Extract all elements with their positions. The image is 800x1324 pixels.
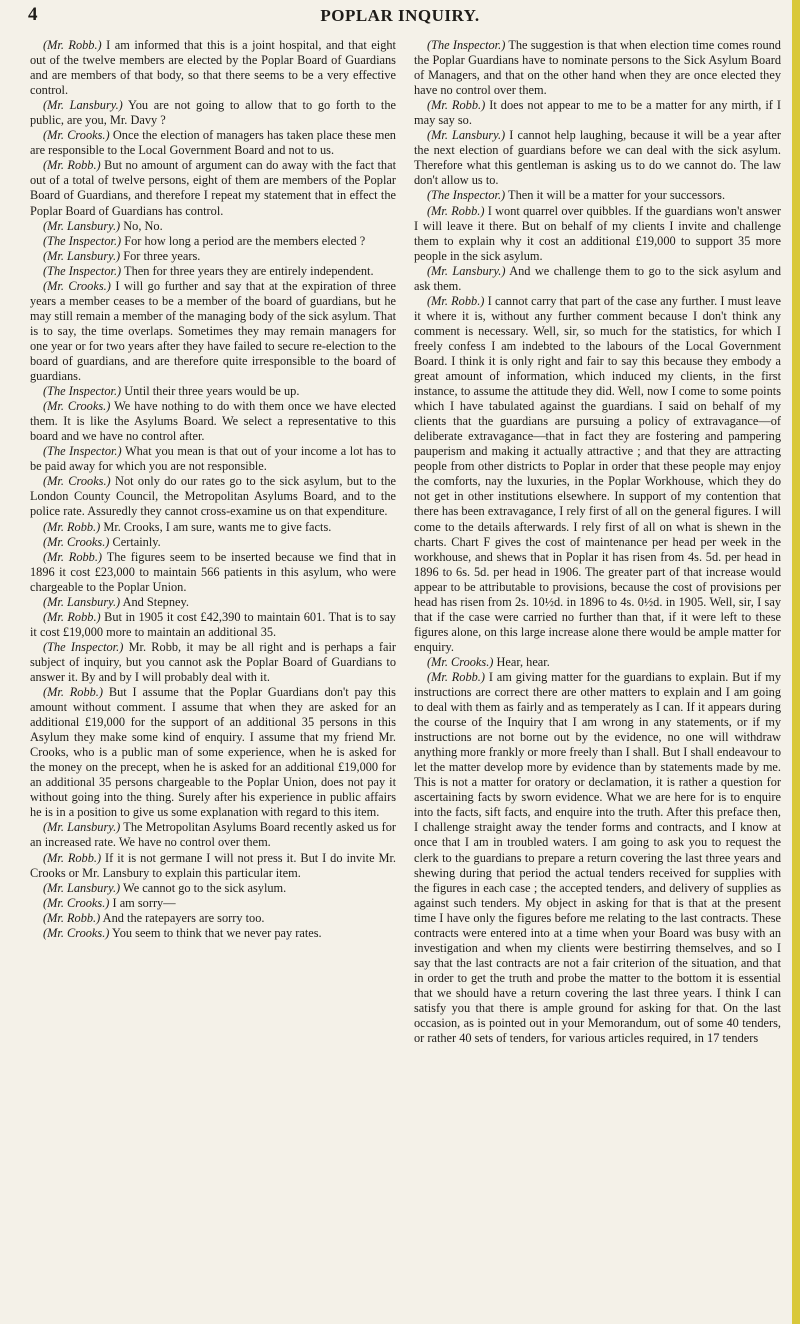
left-column (30, 38, 396, 941)
speech-text: And we challenge them to go to the sick asylum and ask them. (414, 263, 781, 293)
speech-text: Until their three years would be up. (124, 384, 300, 399)
speaker-label: (Mr. Lansbury.) (43, 218, 121, 233)
speech-paragraph (30, 911, 396, 926)
speaker-label: (Mr. Lansbury.) (43, 880, 121, 895)
speech-text: Then it will be a matter for your successors. (508, 188, 726, 203)
speech-paragraph (414, 188, 781, 203)
right-column (414, 38, 781, 1046)
speaker-label: (Mr. Robb.) (427, 203, 485, 218)
speech-text: Mr. Crooks, I am sure, wants me to give facts. (103, 519, 332, 534)
speech-paragraph (30, 384, 396, 399)
speech-paragraph (30, 926, 396, 941)
speech-text: Once the election of managers has taken place these men are responsible to the Local Government Board and not to us. (30, 128, 396, 158)
speaker-label: (Mr. Robb.) (43, 158, 101, 173)
speaker-label: (Mr. Robb.) (427, 98, 486, 113)
speaker-label: (The Inspector.) (427, 38, 506, 52)
speaker-label: (Mr. Crooks.) (43, 278, 111, 293)
speaker-label: (Mr. Robb.) (43, 549, 103, 564)
speech-paragraph (30, 881, 396, 896)
speech-paragraph (30, 128, 396, 158)
speech-text: We cannot go to the sick asylum. (123, 880, 287, 895)
speaker-label: (Mr. Lansbury.) (43, 98, 123, 113)
speaker-label: (The Inspector.) (427, 188, 506, 203)
speaker-label: (The Inspector.) (43, 384, 122, 399)
speech-text: Hear, hear. (496, 654, 550, 669)
speech-paragraph (414, 264, 781, 294)
speech-paragraph (30, 685, 396, 820)
speaker-label: (Mr. Crooks.) (43, 128, 110, 143)
speech-paragraph (30, 535, 396, 550)
speech-text: I am giving matter for the guardians to explain. But if my instructions are correct there are other matters to explain and I am going to deal with them as fairly and as temperately as I can. If it appears during the course of the Inquiry that I am wrong in any statements, or if my instructions are not borne out by the evidence, no one will withdraw anything more frankly or more freely than I shall. But I shall endeavour to let the matter develop more by evidence than by statements made by me. This is not a matter for oratory or declamation, it is rather a question for ascertaining facts by sworn evidence. What we are here for is to enquire into the facts, sift facts, and enquire into the truth. After this preface then, I challenge straight away the tender forms and contracts, and I know at once that I am in troubled waters. I am going to ask you to request the clerk to the guardians to prepare a return covering the last three years and shewing during that period the actual tenders received for supplies with the figures in each case ; the accepted tenders, and delivery of supplies as against such tenders. My object in asking for that is that at the present time I have only the figures before me relating to the last contracts. These contracts were entered into at a time when your Board was busy with an investigation and when my clients were bestirring themselves, and so I say that the last contracts are not a fair criterion of the situation, and that in order to get the truth and probe the matter to the bottom it is essential that we should have a return covering the last three years. I think I can satisfy you that there is ample ground for asking for that. On the last occasion, as is pointed out in your Memorandum, out of some 40 tenders, or rather 40 sets of tenders, for various articles required, in 17 tenders (414, 669, 781, 1046)
running-title: POPLAR INQUIRY. (320, 6, 480, 25)
speaker-label: (The Inspector.) (43, 233, 122, 248)
speech-paragraph (30, 640, 396, 685)
speech-paragraph (30, 38, 396, 98)
page-number: 4 (28, 4, 38, 25)
speech-paragraph (30, 474, 396, 519)
speaker-label: (Mr. Robb.) (43, 850, 102, 865)
speech-text: I am sorry— (112, 895, 176, 910)
speech-text: For how long a period are the members elected ? (124, 233, 366, 248)
speaker-label: (Mr. Crooks.) (43, 925, 110, 940)
speech-paragraph (414, 670, 781, 1046)
speech-text: For three years. (123, 248, 201, 263)
speaker-label: (Mr. Crooks.) (43, 474, 111, 489)
speaker-label: (Mr. Crooks.) (43, 534, 110, 549)
speech-text: We have nothing to do with them once we have elected them. It is like the Asylums Board. We select a representative to this board and we have no control after. (30, 399, 396, 444)
speech-paragraph (414, 204, 781, 264)
speech-text: Mr. Robb, it may be all right and is perhaps a fair subject of inquiry, but you cannot ask the Poplar Board of Guardians to answer it. By and by I will probably deal with it. (30, 639, 396, 684)
speaker-label: (The Inspector.) (43, 639, 124, 654)
speech-text: I cannot carry that part of the case any further. I must leave it where it is, without any further comment because I don't think any comment is necessary. Well, sir, so much for the statistics, for which I freely confess I am indebted to the labours of the Local Government Board. I think it is only right and fair to say this because they embody a great amount of information, which induced my clients, in the first instance, to assume the attitude they did. Well, now I come to some points which I have tabulated against the guardians. I said on behalf of my clients that the guardians are pursuing a policy of extravagance—of deliberate extravagance—that in fact they are fostering and pampering pauperism and making it actually attractive ; and that they are attracting people from other districts to Poplar in order that these people may enjoy the comforts, nay the luxuries, in the Poplar Workhouse, which they do not get in other institutions elsewhere. In support of my contention that there has been extravagance, I rely first of all on the general figures. I will come to the details afterwards. I rely first of all on what is shewn in the charts. Chart F gives the cost of maintenance per head per week in the workhouse, and shews that in Poplar it has risen from 4s. 5d. per head in 1896 to 6s. 5d. per head in 1906. The greater part of that increase would appear to be attributable to provisions, because the cost of provisions per head has risen from 2s. 10½d. in 1896 to 4s. 0½d. in 1905. Well, sir, I say that if the case were carried no further than that, if it were left to these figures alone, on this large increase alone there would be ample matter for enquiry. (414, 293, 781, 654)
speech-paragraph (30, 595, 396, 610)
speaker-label: (Mr. Robb.) (43, 910, 101, 925)
speaker-label: (The Inspector.) (43, 444, 122, 459)
page-header (28, 4, 772, 32)
speech-paragraph (30, 158, 396, 218)
speech-paragraph (30, 249, 396, 264)
speech-paragraph (30, 98, 396, 128)
speech-text: But in 1905 it cost £42,390 to maintain 601. That is to say it cost £19,000 more to maintain an additional 35. (30, 609, 396, 639)
speech-text: No, No. (123, 218, 163, 233)
speech-paragraph (30, 896, 396, 911)
speech-paragraph (30, 520, 396, 535)
speech-paragraph (30, 851, 396, 881)
speech-paragraph (414, 38, 781, 98)
speech-text: I cannot help laughing, because it will be a year after the next election of guardians before we can deal with the sick asylum. Therefore what this gentleman is asking us to do we cannot do. The law don't allow us to. (414, 128, 782, 188)
speaker-label: (Mr. Robb.) (427, 293, 485, 308)
speech-paragraph (30, 550, 396, 595)
speaker-label: (Mr. Lansbury.) (43, 820, 121, 835)
speaker-label: (Mr. Robb.) (427, 669, 486, 684)
speech-text: I will go further and say that at the expiration of three years a member ceases to be a member of the board of guardians, but he may still remain a member of the managing body of the sick asylum. That is to say, the time overlaps. Sometimes they may remain managers for one year or for two years after they have failed to secure re-election to the board of guardians, and are therefore quite irresponsible to the board of guardians. (30, 278, 396, 384)
speech-text: And Stepney. (122, 594, 189, 609)
speaker-label: (Mr. Lansbury.) (427, 128, 506, 143)
speech-text: The suggestion is that when election time comes round the Poplar Guardians have to nominate persons to the Sick Asylum Board of Managers, and that on the other hand when they are once elected they have no control over them. (414, 38, 781, 98)
speaker-label: (Mr. Crooks.) (43, 895, 110, 910)
speech-paragraph (30, 399, 396, 444)
speech-paragraph (30, 219, 396, 234)
speech-text: Not only do our rates go to the sick asylum, but to the London County Council, the Metropolitan Asylums Board, and to the police rate. Assuredly they cannot cross-examine us on that expenditure. (30, 474, 396, 519)
speech-text: I am informed that this is a joint hospital, and that eight out of the twelve members are elected by the Poplar Board of Guardians and are members of that body, so that there seems to be a very effective control. (30, 38, 396, 98)
speech-text: The Metropolitan Asylums Board recently asked us for an increased rate. We have no control over them. (30, 820, 396, 850)
speaker-label: (Mr. Lansbury.) (427, 263, 506, 278)
speaker-label: (Mr. Lansbury.) (43, 594, 121, 609)
page-edge-strip (792, 0, 800, 1324)
speaker-label: (The Inspector.) (43, 263, 122, 278)
speech-text: The figures seem to be inserted because we find that in 1896 it cost £23,000 to maintain 566 patients in this asylum, who were chargeable to the Poplar Union. (30, 549, 396, 594)
speech-text: Certainly. (112, 534, 161, 549)
speech-paragraph (30, 610, 396, 640)
speech-paragraph (30, 444, 396, 474)
speaker-label: (Mr. Robb.) (43, 685, 103, 700)
speech-text: And the ratepayers are sorry too. (102, 910, 265, 925)
speech-text: If it is not germane I will not press it. But I do invite Mr. Crooks or Mr. Lansbury to explain this particular item. (30, 850, 396, 880)
speech-paragraph (30, 264, 396, 279)
speech-paragraph (30, 820, 396, 850)
speech-text: You are not going to allow that to go forth to the public, are you, Mr. Davy ? (30, 98, 396, 128)
speech-paragraph (30, 279, 396, 384)
speaker-label: (Mr. Robb.) (43, 519, 101, 534)
speech-paragraph (414, 294, 781, 655)
speaker-label: (Mr. Crooks.) (43, 399, 111, 414)
speech-text: What you mean is that out of your income a lot has to be paid away for which you are not responsible. (30, 444, 396, 474)
speaker-label: (Mr. Lansbury.) (43, 248, 121, 263)
speech-paragraph (414, 98, 781, 128)
speech-text: But I assume that the Poplar Guardians don't pay this amount without comment. I assume that when they are asked for an additional £19,000 for the support of an additional 35 persons in this Asylum they make some kind of enquiry. I assume that my friend Mr. Crooks, who is a public man of some experience, when he is asked for the money on the precept, when he is asked for an additional £19,000 for an additional 35 persons chargeable to the Poplar Union, does not pay it without going into the thing. Surely after his experience in public affairs he is in a position to give us some explanation with regard to this item. (30, 685, 396, 820)
speech-paragraph (30, 234, 396, 249)
speaker-label: (Mr. Robb.) (43, 609, 101, 624)
speech-text: I wont quarrel over quibbles. If the guardians won't answer I will leave it there. But on behalf of my clients I invite and challenge them to explain why it cost an additional £19,000 to support 35 more people in the sick asylum. (414, 203, 781, 263)
speech-text: You seem to think that we never pay rates. (112, 925, 322, 940)
speech-paragraph (414, 655, 781, 670)
speech-text: Then for three years they are entirely independent. (124, 263, 374, 278)
speaker-label: (Mr. Robb.) (43, 38, 102, 52)
speech-text: But no amount of argument can do away with the fact that out of a total of twelve persons, eight of them are members of the Poplar Board of Guardians, and therefore I repeat my statement that in effect the Poplar Board of Guardians has control. (30, 158, 396, 218)
speaker-label: (Mr. Crooks.) (427, 654, 494, 669)
speech-text: It does not appear to me to be a matter for any mirth, if I may say so. (414, 98, 781, 128)
speech-paragraph (414, 128, 781, 188)
